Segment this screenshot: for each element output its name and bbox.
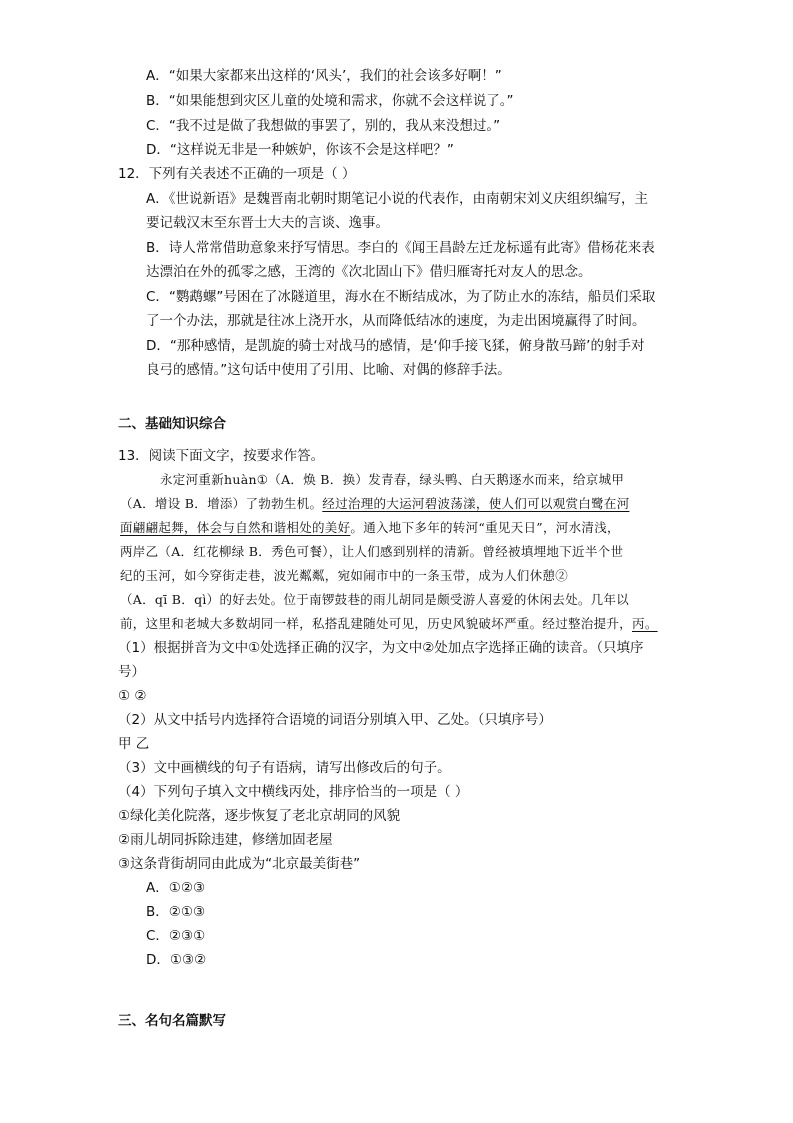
q11-option-b: B．“如果能想到灾区儿童的处境和需求，你就不会这样说了。” (146, 93, 514, 109)
q13-sub1-answer-blanks: ① ② (118, 688, 147, 704)
passage-underlined-sentence-part2: 面翩翩起舞，体会与自然和谐相处的美好 (120, 520, 351, 535)
passage-line-1: 永定河重新huàn①（A．焕 B．换）发青春，绿头鸭、白天鹅逐水而来，给京城甲 (160, 472, 625, 487)
passage-blank-bing: 丙。 (632, 616, 658, 631)
q12-option-d-line1: D．“那种感情，是凯旋的骑士对战马的感情，是‘仰手接飞猱，俯身散马蹄’的射手对 (146, 338, 645, 354)
section-heading-basic-knowledge: 二、基础知识综合 (118, 416, 226, 432)
passage-line-4: 两岸乙（A．红花柳绿 B．秀色可餐），让人们感到别样的清新。曾经被填埋地下近半个世 (120, 544, 624, 559)
q13-option-b: B．②①③ (146, 904, 206, 920)
q13-option-a: A．①②③ (146, 880, 206, 896)
passage-line-3 (120, 518, 620, 538)
q12-option-a-line1: A．《世说新语》是魏晋南北朝时期笔记小说的代表作，由南朝宋刘义庆组织编写，主 (146, 191, 648, 207)
q13-stem: 13．阅读下面文字，按要求作答。 (118, 448, 325, 464)
q12-option-b-line2: 达漂泊在外的孤零之感，王湾的《次北固山下》借归雁寄托对友人的思念。 (146, 264, 592, 280)
q11-option-a: A．“如果大家都来出这样的‘风头’，我们的社会该多好啊！” (146, 68, 502, 84)
passage-line-2-text: （A．增设 B．增添）了勃勃生机。 (120, 496, 323, 511)
passage-line-2 (120, 494, 630, 514)
q13-sub2-answer-blanks: 甲 乙 (118, 736, 150, 752)
q13-sentence-1: ①绿化美化院落，逐步恢复了老北京胡同的风貌 (118, 808, 401, 824)
q12-option-c-line1: C．“鹦鹉螺”号困在了冰隧道里，海水在不断结成冰，为了防止水的冻结，船员们采取 (146, 289, 656, 305)
q11-option-c: C．“我不过是做了我想做的事罢了，别的，我从来没想过。” (146, 118, 501, 134)
q13-sub1-cont: 号） (118, 664, 145, 680)
q13-sentence-3: ③这条背街胡同由此成为“北京最美街巷” (118, 856, 361, 872)
passage-line-7-text: 前，这里和老城大多数胡同一样，私搭乱建随处可见，历史风貌破坏严重。经过整治提升， (120, 616, 633, 631)
q13-sub2: （2）从文中括号内选择符合语境的词语分别填入甲、乙处。（只填序号） (118, 712, 552, 728)
passage-underlined-sentence-part1: 经过治理的大运河碧波荡漾，使人们可以观赏白鹭在河 (322, 496, 630, 511)
section-heading-famous-lines: 三、名句名篇默写 (118, 1013, 226, 1029)
q13-option-d: D．①③② (146, 952, 207, 968)
q12-option-b-line1: B．诗人常常借助意象来抒写情思。李白的《闻王昌龄左迁龙标遥有此寄》借杨花来表 (146, 240, 655, 256)
q12-option-c-line2: 了一个办法，那就是往冰上浇开水，从而降低结冰的速度，为走出困境赢得了时间。 (146, 313, 646, 329)
passage-line-5: 纪的玉河，如今穿街走巷，波光粼粼，宛如闹市中的一条玉带，成为人们休憩② (120, 568, 569, 583)
q12-option-d-line2: 良弓的感情。”这句话中使用了引用、比喻、对偶的修辞手法。 (146, 362, 511, 378)
q12-option-a-line2: 要记载汉末至东晋士大夫的言谈、逸事。 (146, 215, 389, 231)
q13-sub3: （3）文中画横线的句子有语病，请写出修改后的句子。 (118, 760, 451, 776)
q13-sentence-2: ②雨儿胡同拆除违建，修缮加固老屋 (118, 832, 333, 848)
passage-line-3-text: 。通入地下多年的转河“重见天日”，河水清浅， (350, 520, 620, 535)
q11-option-d: D．“这样说无非是一种嫉妒，你该不会是这样吧？” (146, 142, 454, 158)
q13-sub4: （4）下列句子填入文中横线丙处，排序恰当的一项是（ ） (118, 784, 469, 800)
q12-stem: 12．下列有关表述不正确的一项是（ ） (118, 166, 356, 182)
passage-line-6: （A．qī B．qì）的好去处。位于南锣鼓巷的雨儿胡同是颇受游人喜爱的休闲去处。几年以 (120, 592, 630, 607)
q13-option-c: C．②③① (146, 928, 206, 944)
passage-line-7 (120, 614, 658, 634)
q13-sub1: （1）根据拼音为文中①处选择正确的汉字，为文中②处加点字选择正确的读音。（只填序 (118, 640, 644, 656)
